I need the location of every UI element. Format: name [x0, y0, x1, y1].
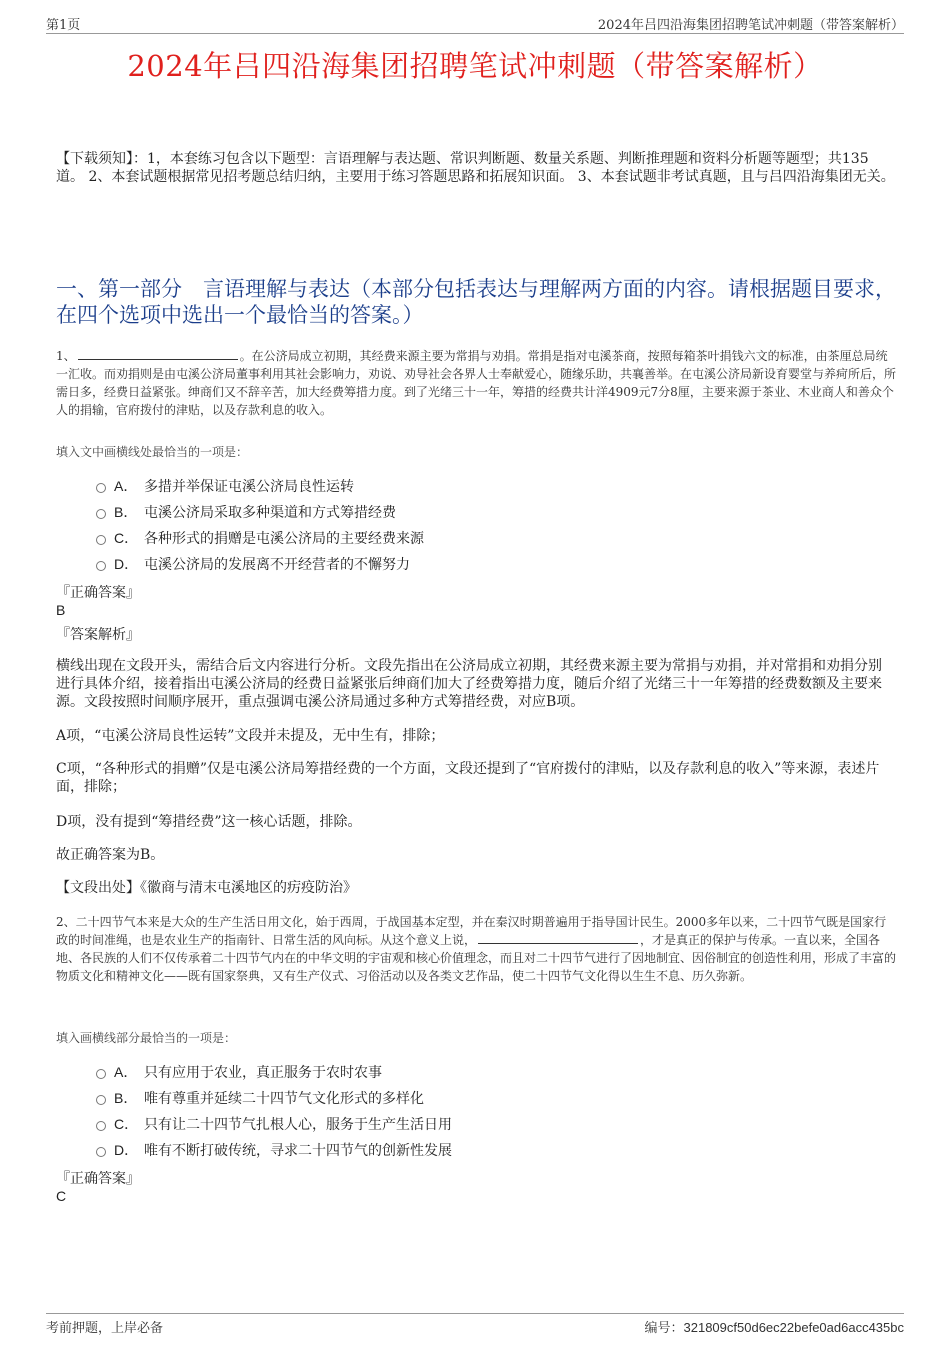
radio-icon[interactable] [96, 1121, 106, 1131]
footer-serial: 编号：321809cf50d6ec22befe0ad6acc435bc [644, 1320, 904, 1336]
option-a[interactable]: A． 只有应用于农业，真正服务于农时农事 [96, 1059, 856, 1085]
document-title: 2024年吕四沿海集团招聘笔试冲刺题（带答案解析） [127, 49, 823, 83]
option-d[interactable]: D． 屯溪公济局的发展离不开经营者的不懈努力 [96, 551, 856, 577]
analysis-paragraph: 横线出现在文段开头，需结合后文内容进行分析。文段先指出在公济局成立初期，其经费来源主要为常捐与劝捐，并对常捐和劝捐分别进行具体介绍，接着指出屯溪公济局的经费日益紧张后绅商们加大了经费筹措力度，随后介绍了光绪三十一年筹措的经费数额及主要来源。文段按照时间顺序展开，重点强调屯溪公济局通过多种方式筹措经费，对应B项。 [56, 658, 882, 710]
answer-value: B [56, 602, 66, 618]
download-notice: 【下载须知】：1，本套练习包含以下题型：言语理解与表达题、常识判断题、数量关系题、判断推理题和资料分析题等题型；共135道。 2、本套试题根据常见招考题总结归纳，主要用于练习答题思路和拓展知识面。 3、本套试题非考试真题，且与吕四沿海集团无关。 [56, 151, 895, 185]
source-citation: 【文段出处】《徽商与清末屯溪地区的疠疫防治》 [56, 880, 357, 896]
analysis-label: 『答案解析』 [56, 627, 140, 643]
radio-icon[interactable] [96, 1147, 106, 1157]
answer-label: 『正确答案』 [56, 585, 140, 601]
option-c[interactable]: C． 只有让二十四节气扎根人心，服务于生产生活日用 [96, 1111, 856, 1137]
analysis-paragraph: A项，“屯溪公济局良性运转”文段并未提及，无中生有，排除； [56, 728, 445, 744]
question-2-text: 2、二十四节气本来是大众的生产生活日用文化，始于西周，于战国基本定型，并在秦汉时期普遍用于指导国计民生。2000多年以来，二十四节气既是国家行政的时间准绳，也是农业生产的指南针、日常生活的风向标。从这个意义上说， ，才是真正的保护与传承。一直以来，全国各地、各民族的人们不仅传承着二十四节气内在的中华文明的宇宙观和核心价值理念，而且对二十四节气进行了因地制宜、因俗制宜的创造性利用，形成了丰富的物质文化和精神文化——既有国家祭典，又有生产仪式、习俗活动以及各类文艺作品，使二十四节气文化得以生生不息、历久弥新。 [56, 915, 897, 983]
option-b[interactable]: B． 唯有尊重并延续二十四节气文化形式的多样化 [96, 1085, 856, 1111]
question-1-body: 。在公济局成立初期，其经费来源主要为常捐与劝捐。常捐是指对屯溪茶商，按照每箱茶叶捐钱六文的标准，由茶厘总局统一汇收。而劝捐则是由屯溪公济局董事利用其社会影响力，劝说、劝导社会各界人士奉献爱心，随缘乐助，共襄善举。在屯溪公济局新设育婴堂与养疴所后，所需日多，经费日益紧张。绅商们又不辞辛苦，加大经费筹措力度。到了光绪三十一年，筹措的经费共计洋4909元7分8厘，主要来源于茶业、木业商人和善众个人的捐输，官府拨付的津贴，以及存款利息的收入。 [56, 349, 897, 417]
answer-value: C [56, 1188, 67, 1204]
radio-icon[interactable] [96, 483, 106, 493]
fill-blank [78, 348, 238, 360]
running-header [46, 12, 904, 34]
radio-icon[interactable] [96, 561, 106, 571]
analysis-paragraph: C项，“各种形式的捐赠”仅是屯溪公济局筹措经费的一个方面，文段还提到了“官府拨付的津贴，以及存款利息的收入”等来源，表述片面，排除； [56, 761, 880, 795]
analysis-paragraph: D项，没有提到“筹措经费”这一核心话题，排除。 [56, 814, 362, 830]
question-2-options [96, 1059, 856, 1163]
analysis-conclusion: 故正确答案为B。 [56, 847, 165, 863]
question-1-options [96, 473, 856, 577]
radio-icon[interactable] [96, 509, 106, 519]
answer-label: 『正确答案』 [56, 1171, 140, 1187]
fill-blank [478, 932, 638, 944]
radio-icon[interactable] [96, 1095, 106, 1105]
option-d[interactable]: D． 唯有不断打破传统，寻求二十四节气的创新性发展 [96, 1137, 856, 1163]
option-c[interactable]: C． 各种形式的捐赠是屯溪公济局的主要经费来源 [96, 525, 856, 551]
option-b[interactable]: B． 屯溪公济局采取多种渠道和方式筹措经费 [96, 499, 856, 525]
question-1-text [56, 347, 896, 419]
question-1-prompt: 填入文中画横线处最恰当的一项是： [56, 445, 249, 459]
header-doc-name: 2024年吕四沿海集团招聘笔试冲刺题（带答案解析） [597, 18, 904, 33]
running-footer [46, 1313, 904, 1335]
radio-icon[interactable] [96, 1069, 106, 1079]
section-heading: 一、第一部分 言语理解与表达（本部分包括表达与理解两方面的内容。请根据题目要求，在四个选项中选出一个最恰当的答案。） [56, 277, 896, 327]
question-1-number: 1、 [56, 349, 76, 363]
footer-slogan: 考前押题，上岸必备 [46, 1321, 164, 1336]
page-number: 第1页 [46, 18, 81, 33]
question-2-prompt: 填入画横线部分最恰当的一项是： [56, 1031, 237, 1045]
option-a[interactable]: A． 多措并举保证屯溪公济局良性运转 [96, 473, 856, 499]
radio-icon[interactable] [96, 535, 106, 545]
